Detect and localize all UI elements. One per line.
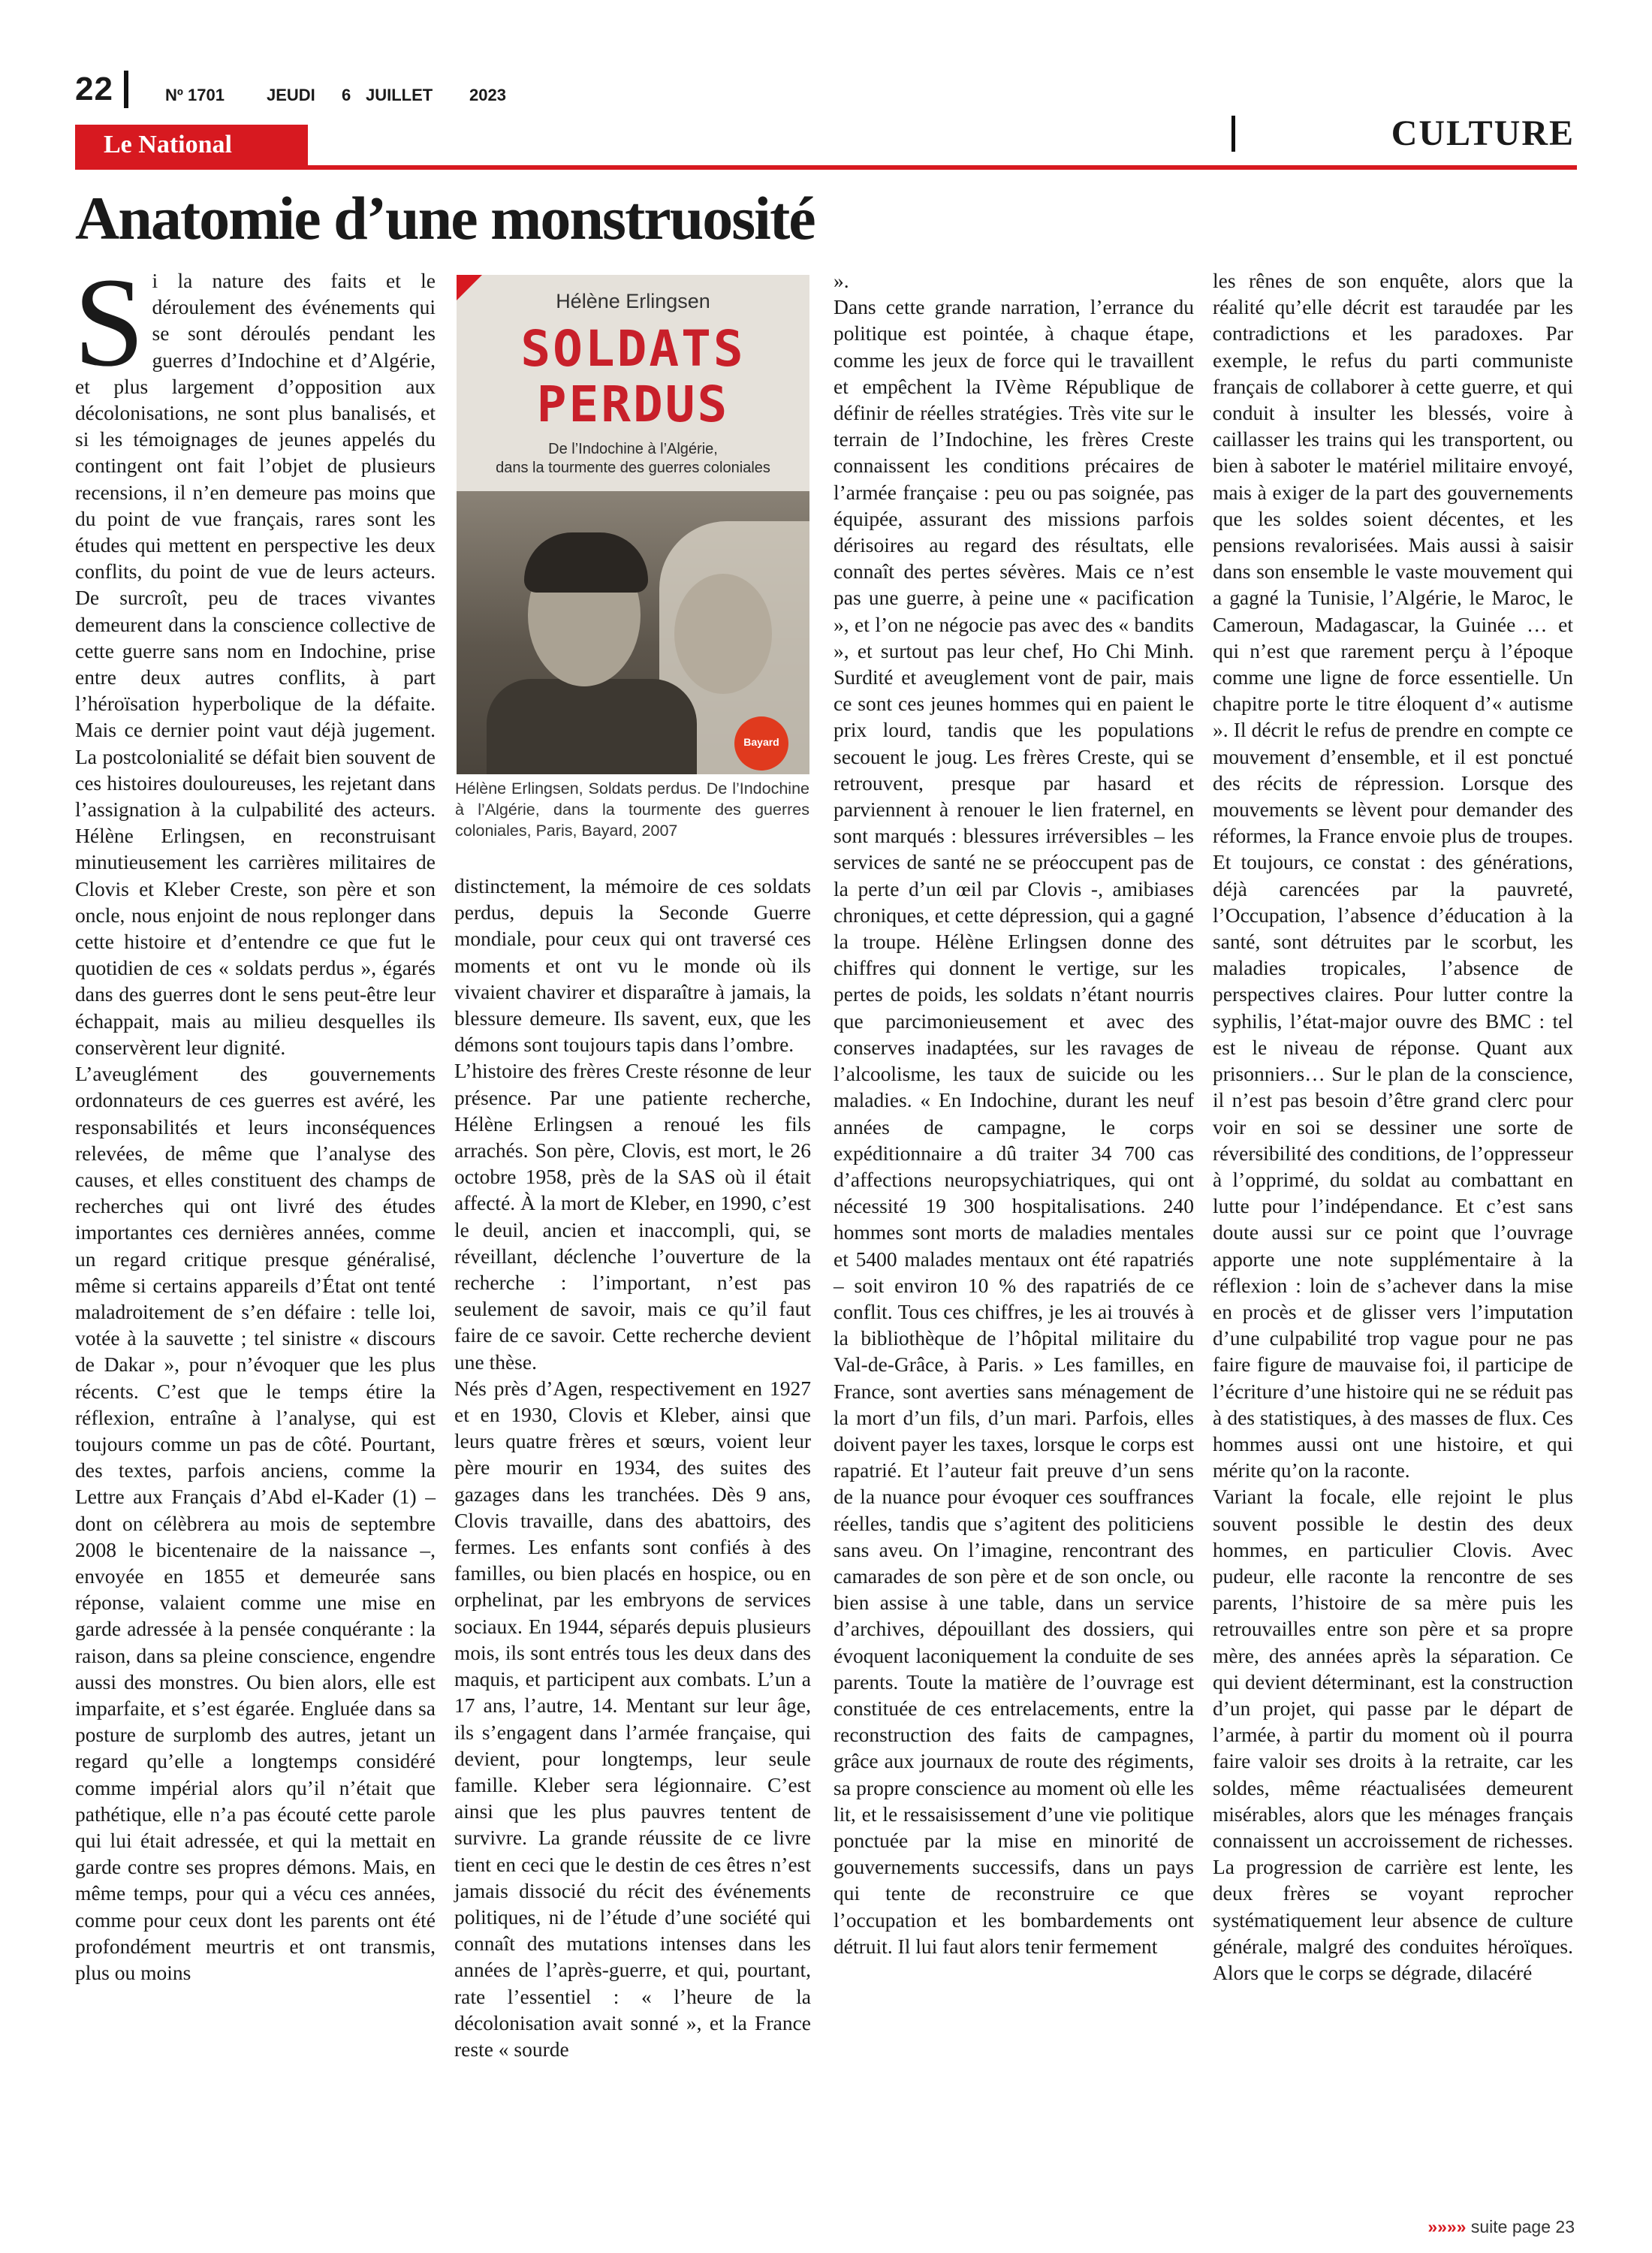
paragraph: ». [834,269,849,292]
cover-title-line-1: SOLDATS [520,320,746,378]
photo-jacket [487,679,697,774]
article-column-4 [1213,267,1573,1986]
article-title: Anatomie d’une monstruosité [75,184,815,252]
cover-title-line-2: PERDUS [536,376,730,433]
cover-author: Hélène Erlingsen [556,290,710,312]
book-cover-image [457,275,809,774]
article-column-3 [834,267,1194,1959]
cover-subtitle-line-2: dans la tourmente des guerres coloniales [496,460,770,476]
paragraph [74,252,436,1060]
paragraph: Dans cette grande narration, l’errance du politique est pointée, à chaque étape, comme les jeux de force qui le travaillent et empêchent la IVème République de définir de réelles stratégies. Très vite sur le terrain de l’Indochine, les frères Creste connaissent les conditions précaires de l’armée française : peu ou pas soignée, pas équipée, assurant des missions parfois dérisoires au regard des résultats, elle connaît des pertes sévères. Mais ce n’est pas une guerre, à peine une « pacification », et l’on ne négocie pas avec des « bandits », et surtout pas leur chef, Ho Chi Minh. Surdité et aveuglement vont de pair, mais ce sont ces jeunes hommes qui en paient le prix lourd, tandis que les populations secouent le joug. Les frères Creste, qui se retrouvent, presque par hasard et parviennent à renouer le lien fraternel, en sont marqués : blessures irréversibles – les services de santé ne se préoccupent pas de la perte d’un œil par Clovis -, amibiases chroniques, et cette dépression, qui a gagné la troupe. Hélène Erlingsen donne des chiffres qui donnent le vertige, sur les pertes de poids, les soldats n’étant nourris que parcimonieusement et avec des conserves inadaptées, sur les ravages de l’alcoolisme, les taux de suicide ou les maladies. « En Indochine, durant les neuf années de campagne, le corps expéditionnaire a dû traiter 34 700 cas d’affections neuropsychiatriques, qui ont nécessité 19 300 hospitalisations. 240 hommes sont morts de maladies mentales et 5400 malades mentaux ont été rapatriés – soit environ 10 % des rapatriés de ce conflit. Tous ces chiffres, je les ai trouvés à la bibliothèque de l’hôpital militaire du Val-de-Grâce, à Paris. » Les familles, en France, sont averties sans ménagement de la mort d’un fils, d’un mari. Parfois, elles doivent payer les taxes, lorsque le corps est rapatrié. Et l’auteur fait preuve d’un sens de la nuance pour évoquer ces souffrances réelles, tandis que s’agitent des politiciens sans aveu. On l’imagine, rencontrant des camarades de son père et de son oncle, ou bien assise à une table, dans un service d’archives, dépouillant des dossiers, qui évoquent laconiquement la conduite de ses parents. Toute la matière de l’ouvrage est constituée de ces entrelacements, entre la reconstruction des faits de campagnes, grâce aux journaux de route des régiments, sa propre conscience au moment où elle les lit, et le ressaisissement d’une vie politique ponctuée par la mise en minorité de gouvernements successifs, dans un pays qui tente de reconstruire ce que l’occupation et les bombardements ont détruit. Il lui faut alors tenir fermement [834,295,1194,1958]
article-column-1 [74,252,436,1986]
paragraph: les rênes de son enquête, alors que la réalité qu’elle décrit est taraudée par les contradictions et les paradoxes. Par exemple, le refus du parti communiste français de collaborer à cette guerre, et qui conduit à insulter les blessés, voire à caillasser les trains qui les transportent, ou bien à saboter le matériel militaire envoyé, mais à exiger de la part des gouvernements que les soldes soient décentes, et les pensions revalorisées. Mais aussi à saisir dans son ensemble le vaste mouvement qui a gagné la Tunisie, l’Algérie, le Maroc, le Cameroun, Madagascar, la Guinée … et qui n’est que rarement perçu à l’époque comme une ligne de force essentielle. Un chapitre porte le titre éloquent d’« autisme ». Il décrit le refus de prendre en compte ce mouvement d’ensemble, et il est ponctué des récits de répression. Lorsque des mouvements se lèvent pour demander des réformes, la France envoie plus de troupes. Et toujours, ce constat : des générations, déjà carencées par la pauvreté, l’Occupation, l’absence d’éducation à la santé, sont détruites par le scorbut, les maladies tropicales, l’absence de perspectives claires. Pour lutter contre la syphilis, l’état-major ouvre des BMC : tel est le niveau de réponse. Quant aux prisonniers… Sur le plan de la conscience, il n’est pas besoin d’être grand clerc pour voir en soi se dessiner une sorte de réversibilité des conditions, de l’oppresseur à l’opprimé, du soldat au combattant en lutte pour l’indépendance. Et c’est sans doute aussi sur ce point que l’ouvrage apporte une note supplémentaire à la réflexion : loin de s’achever dans la mise en procès et de glisser vers l’imputation d’une culpabilité trop vague pour ne pas faire figure de mauvaise foi, il participe de l’écriture d’une histoire qui ne se réduit pas à des statistiques, à des masses de flux. Ces hommes aussi ont une histoire, et qui mérite qu’on la raconte. [1213,269,1573,1482]
brand-name: Le National [104,131,232,158]
photo-face-elder [674,574,772,694]
paragraph: distinctement, la mémoire de ces soldats perdus, depuis la Seconde Guerre mondiale, pour ceux qui ont traversé ces moments et ont vu le monde où ils vivaient chavirer et disparaître à jamais, la blessure demeure. Ils savent, eux, que les démons sont toujours tapis dans l’ombre. [454,874,811,1057]
image-caption: Hélène Erlingsen, Soldats perdus. De l’Indochine à l’Algérie, dans la tourmente des guerres coloniales, Paris, Bayard, 2007 [455,780,809,840]
paragraph-text: i la nature des faits et le déroulement des événements qui se sont déroulés pendant les guerres d’Indochine et d’Algérie, et plus largement d’opposition aux décolonisations, ne sont plus banalisés, et si les témoignages de jeunes appelés du contingent ont fait l’objet de plusieurs recensions, il n’en demeure pas moins que du point de vue français, rares sont les études qui mettent en perspective les deux conflits, du point de vue de leurs acteurs. De surcroît, peu de traces vivantes demeurent dans la conscience collective de cette guerre sans nom en Indochine, prise entre deux autres conflits, à part l’héroïsation hyperbolique de la défaite. Mais ce dernier point vaut déjà jugement. La postcolonialité se défait bien souvent de ces histoires douloureuses, les rejetant dans l’assignation à la culpabilité des acteurs. Hélène Erlingsen, en reconstruisant minutieusement les carrières militaires de Clovis et Kleber Creste, son père et son oncle, nous enjoint de nous replonger dans cette histoire et d’entendre ce que fut le quotidien de ces « soldats perdus », égarés dans des guerres dont le sens peut-être leur échappait, mais au milieu desquelles ils conservèrent leur dignité. [75,269,436,1059]
paragraph: Nés près d’Agen, respectivement en 1927 et en 1930, Clovis et Kleber, ainsi que leurs quatre frères et sœurs, voient leur père mourir en 1934, des suites des gazages dans les tranchées. Dès 9 ans, Clovis travaille, dans des abattoirs, des fermes. Les enfants sont confiés à des familles, ou bien placés en hospice, ou en orphelinat, par les embryons de services sociaux. En 1944, séparés depuis plusieurs mois, ils sont entrés tous les deux dans des maquis, et participent aux combats. L’un a 17 ans, l’autre, 14. Mentant sur leur âge, ils s’engagent dans l’armée française, qui devient, pour longtemps, leur seule famille. Kleber sera légionnaire. C’est ainsi que les plus pauvres tentent de survivre. La grande réussite de ce livre tient en ceci que le destin de ces êtres n’est jamais dissocié du récit des événements politiques, ni de l’étude d’une société qui connaît des mutations intenses dans les années de l’après-guerre, et qui, pourtant, rate l’essentiel : « l’heure de la décolonisation avait sonné », et la France reste « sourde [454,1376,811,2061]
issue-month: JUILLET [366,86,433,104]
paragraph: L’aveuglément des gouvernements ordonnateurs de ces guerres est avéré, les responsabilités et leurs inconséquences relevées, de même que l’analyse des causes, et elles constituent des champs de recherches qui ont livré des études importantes ces dernières années, comme un regard critique presque généralisé, même si certains appareils d’État ont tenté maladroitement de s’en défaire : telle loi, votée à la sauvette ; tel sinistre « discours de Dakar », pour n’évoquer que les plus récents. C’est que le temps étire la réflexion, entraîne à l’analyse, qui est toujours comme un pas de côté. Pourtant, des textes, parfois anciens, comme la Lettre aux Français d’Abd el-Kader (1) – dont on célèbrera au mois de septembre 2008 le bicentenaire de la naissance –, envoyée en 1855 et demeurée sans réponse, valaient comme une mise en garde adressée à la pensée conquérante : la raison, dans sa pleine conscience, engendre aussi des monstres. Ou bien alors, elle est imparfaite, et s’est égarée. Engluée dans sa posture de surplomb des autres, jetant un regard qu’elle a longtemps considéré comme impérial alors qu’il n’était que pathétique, elle n’a pas écouté cette parole qui lui était adressée, et qui la mettait en garde contre ses propres démons. Mais, en même temps, pour qui a vécu ces années, comme pour ceux dont les parents ont été profondément meurtris et ont transmis, plus ou moins [75,1062,436,1984]
paragraph: L’histoire des frères Creste résonne de leur présence. Par une patiente recherche, Hélène Erlingsen a renoué les fils arrachés. Son père, Clovis, est mort, le 26 octobre 1958, près de la SAS où il était affecté. À la mort de Kleber, en 1990, c’est le deuil, ancien et inaccompli, qui, se réveillant, déclenche l’ouverture de la recherche : l’important, n’est pas seulement de savoir, mais ce qu’il faut faire de ce savoir. Cette recherche devient une thèse. [454,1059,811,1374]
article-column-2 [454,873,811,2062]
continued-link[interactable] [1427,2217,1575,2237]
paragraph: Variant la focale, elle rejoint le plus souvent possible le destin des deux hommes, en particulier Clovis. Avec pudeur, elle raconte la rencontre de ses parents, l’histoire de sa mère puis les retrouvailles entre son père et sa propre mère, des années après la séparation. Ce qui devient déterminant, est la construction d’un projet, qui passe par le départ de l’armée, à partir du moment où il pourra faire valoir ses droits à la retraite, car les soldes, même réactualisées demeurent misérables, alors que les ménages français connaissent un accroissement de richesses. La progression de carrière est lente, les deux frères se voyant reprocher systématiquement leur absence de culture générale, malgré des conduites héroïques. Alors que le corps se dégrade, dilacéré [1213,1485,1573,1984]
page-number: 22 [75,71,113,107]
issue-year: 2023 [469,86,506,104]
continue-arrows: »»»» [1427,2217,1467,2236]
cover-photograph [457,491,809,774]
section-label: CULTURE [1391,113,1575,153]
header-rule [75,165,1577,170]
cover-subtitle-line-1: De l’Indochine à l’Algérie, [548,441,718,457]
drop-cap: S [74,252,145,393]
issue-date: 6 [342,86,351,104]
cover-subtitle [457,440,809,478]
continue-text: suite page 23 [1470,2217,1575,2236]
section-divider [1231,116,1235,152]
issue-day: JEUDI [267,86,315,104]
header-divider [124,71,128,108]
photo-hair [524,532,648,593]
publisher-logo-text: Bayard [743,736,779,748]
issue-number: Nº 1701 [165,86,225,104]
